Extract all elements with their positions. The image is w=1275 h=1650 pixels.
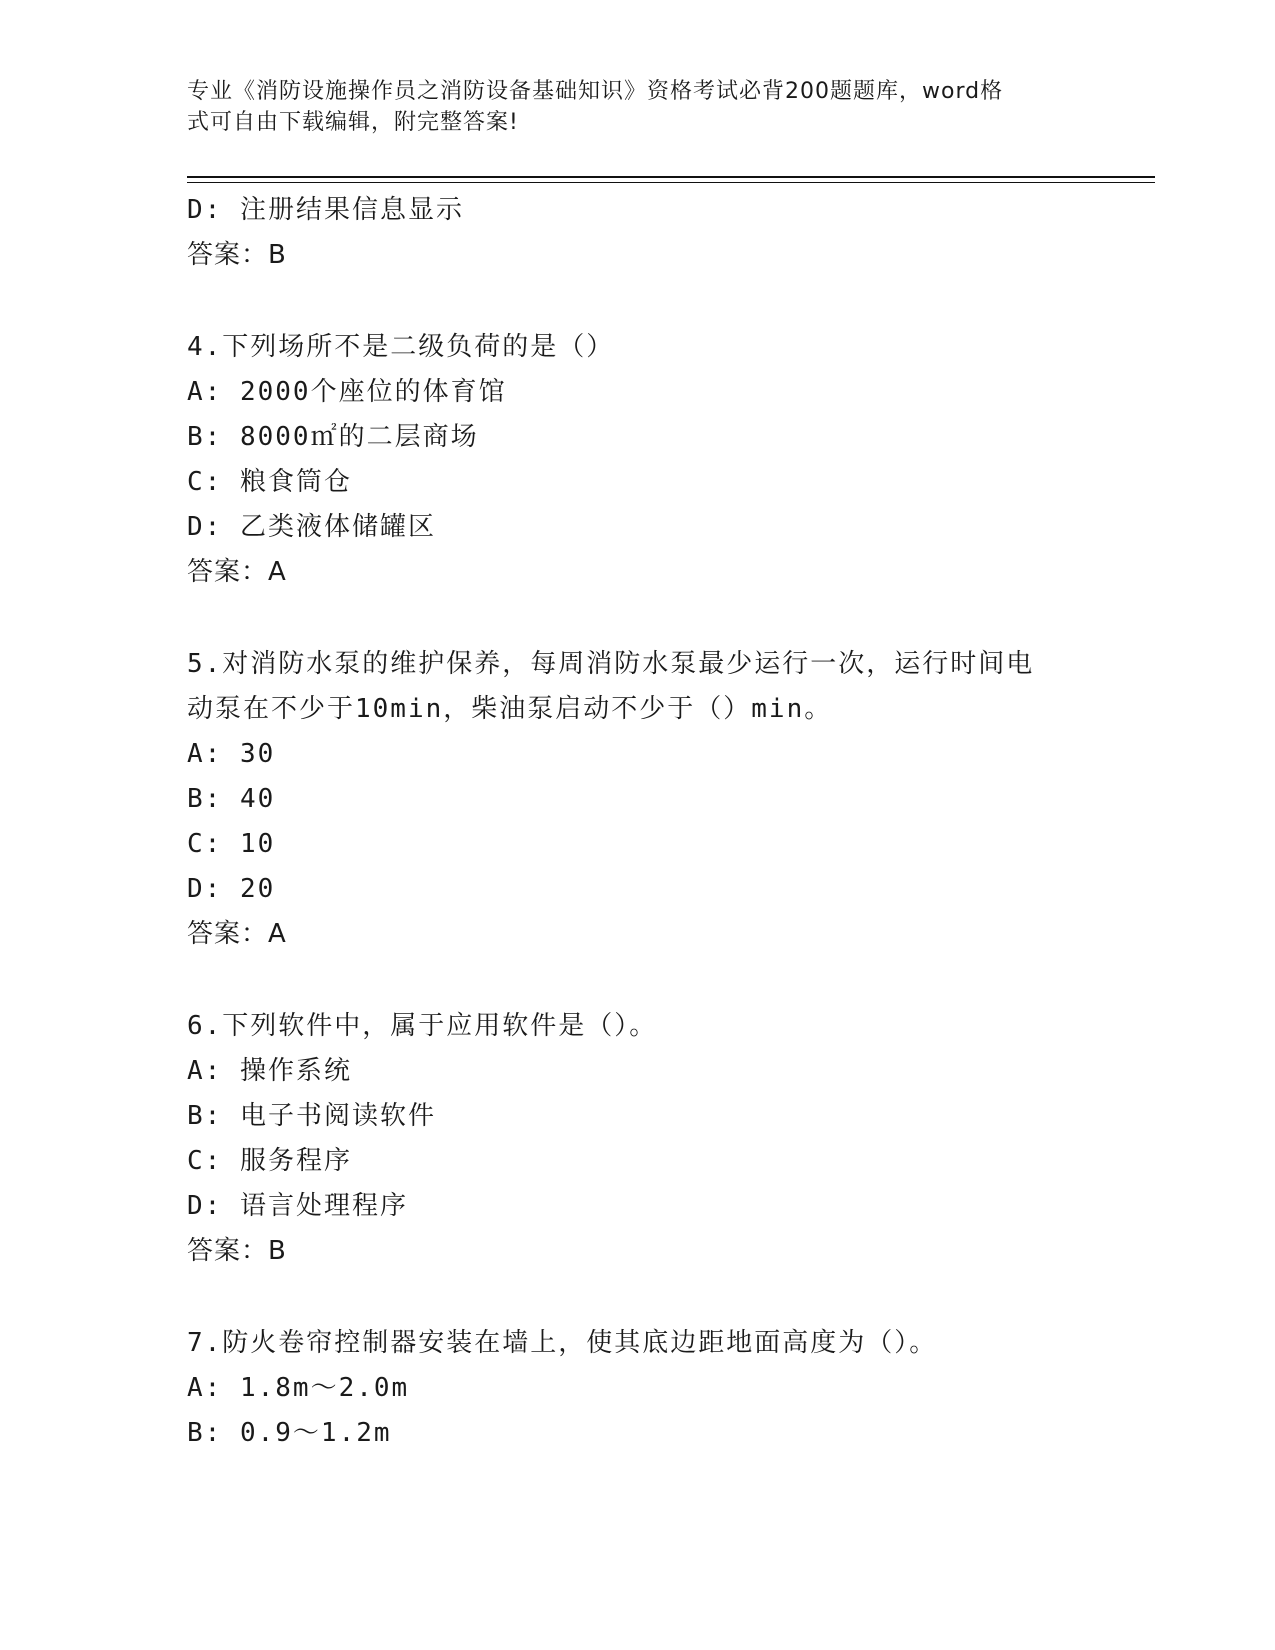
prev-answer: 答案：B xyxy=(187,240,287,270)
question-stem: 7.防火卷帘控制器安装在墙上，使其底边距地面高度为（）。 xyxy=(187,1328,938,1358)
question-4 xyxy=(187,325,1155,595)
option-a: A: 1.8m～2.0m xyxy=(187,1373,410,1403)
option-a: A: 操作系统 xyxy=(187,1056,352,1086)
option-c: C: 10 xyxy=(187,829,276,859)
option-c: C: 粮食筒仓 xyxy=(187,467,352,497)
header-line-1: 专业《消防设施操作员之消防设备基础知识》资格考试必背200题题库，word格 xyxy=(187,79,1004,104)
answer: 答案：A xyxy=(187,557,287,587)
option-d: D: 20 xyxy=(187,874,276,904)
header-line-2: 式可自由下载编辑，附完整答案! xyxy=(187,110,519,135)
answer: 答案：B xyxy=(187,1236,287,1266)
option-b: B: 0.9～1.2m xyxy=(187,1418,392,1448)
question-stem: 4.下列场所不是二级负荷的是（） xyxy=(187,332,615,362)
question-6 xyxy=(187,1004,1155,1274)
header-divider-thin xyxy=(187,182,1155,183)
option-c: C: 服务程序 xyxy=(187,1146,352,1176)
option-b: B: 40 xyxy=(187,784,276,814)
header-divider-thick xyxy=(187,176,1155,178)
answer: 答案：A xyxy=(187,919,287,949)
option-d: D: 语言处理程序 xyxy=(187,1191,408,1221)
option-b: B: 8000㎡的二层商场 xyxy=(187,422,479,452)
question-stem-line-2: 动泵在不少于10min，柴油泵启动不少于（）min。 xyxy=(187,694,833,724)
option-a: A: 2000个座位的体育馆 xyxy=(187,377,507,407)
question-stem-line-1: 5.对消防水泵的维护保养，每周消防水泵最少运行一次，运行时间电 xyxy=(187,649,1035,679)
document-header xyxy=(187,76,1067,138)
option-b: B: 电子书阅读软件 xyxy=(187,1101,436,1131)
option-d: D: 乙类液体储罐区 xyxy=(187,512,436,542)
option-a: A: 30 xyxy=(187,739,276,769)
prev-option-d: D: 注册结果信息显示 xyxy=(187,195,464,225)
question-5 xyxy=(187,642,1155,957)
question-stem: 6.下列软件中，属于应用软件是（）。 xyxy=(187,1011,658,1041)
question-content xyxy=(187,188,1155,1456)
question-7 xyxy=(187,1321,1155,1456)
